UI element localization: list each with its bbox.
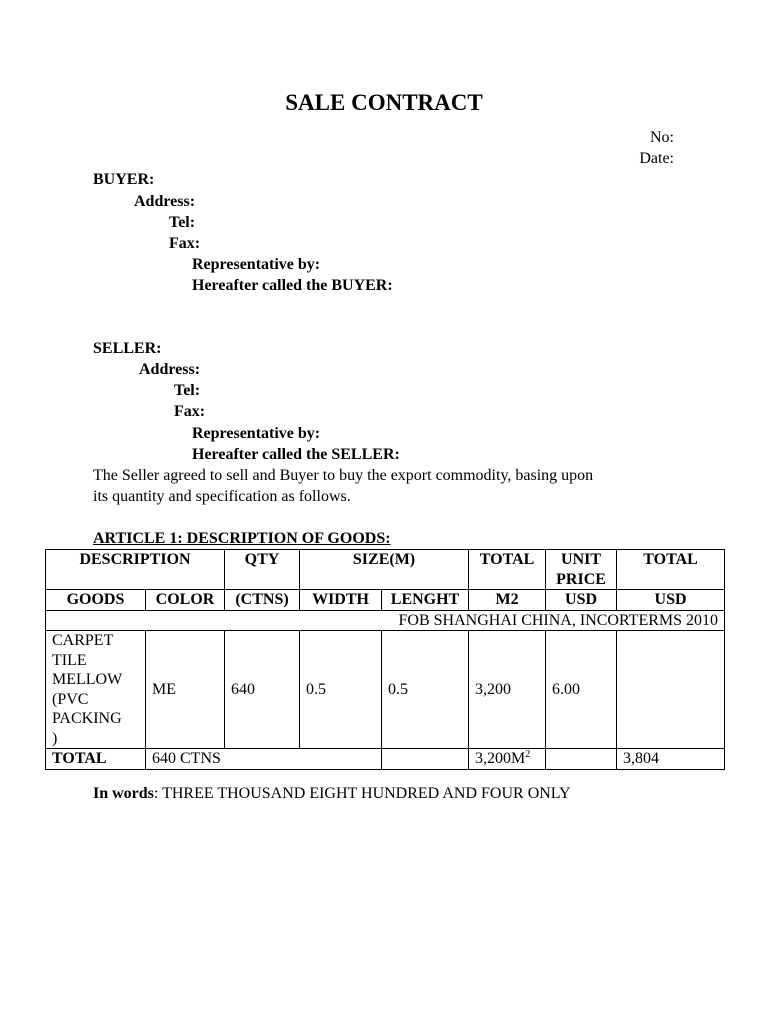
table-terms-row xyxy=(46,610,725,631)
header-total-usd: TOTAL xyxy=(617,550,725,590)
seller-fax-label: Fax: xyxy=(174,403,206,420)
page-title: SALE CONTRACT xyxy=(285,90,483,115)
cell-length: 0.5 xyxy=(382,631,469,749)
subheader-usd-unit: USD xyxy=(546,590,617,611)
table-total-row xyxy=(46,749,725,770)
total-unit-blank xyxy=(546,749,617,770)
table-row xyxy=(46,631,725,749)
cell-width: 0.5 xyxy=(300,631,382,749)
cell-qty: 640 xyxy=(225,631,300,749)
total-usd: 3,804 xyxy=(617,749,725,770)
subheader-width: WIDTH xyxy=(300,590,382,611)
header-unit-price xyxy=(546,550,617,590)
intro-text-line2: its quantity and specification as follows. xyxy=(93,488,351,505)
in-words-text: : THREE THOUSAND EIGHT HUNDRED AND FOUR ONLY xyxy=(153,785,571,802)
buyer-heading: BUYER: xyxy=(93,171,155,188)
table-header-row xyxy=(46,550,725,590)
buyer-fax-label: Fax: xyxy=(169,235,201,252)
seller-address-label: Address: xyxy=(139,361,201,378)
total-label: TOTAL xyxy=(46,749,146,770)
cell-goods: CARPET TILE MELLOW (PVC PACKING ) xyxy=(46,631,146,749)
header-total: TOTAL xyxy=(469,550,546,590)
subheader-length: LENGHT xyxy=(382,590,469,611)
total-blank xyxy=(300,749,382,770)
in-words-line xyxy=(93,784,571,804)
total-m2: $3,200M^2$ xyxy=(469,749,546,770)
buyer-tel-label: Tel: xyxy=(169,214,196,231)
total-blank-2 xyxy=(382,749,469,770)
seller-representative-label: Representative by: xyxy=(192,425,321,442)
header-description: DESCRIPTION xyxy=(46,550,225,590)
fob-terms: FOB SHANGHAI CHINA, INCORTERMS 2010 xyxy=(46,610,725,631)
goods-table xyxy=(45,549,725,770)
intro-text-line1: The Seller agreed to sell and Buyer to buy the export commodity, basing upon xyxy=(93,467,594,484)
header-size: SIZE(M) xyxy=(300,550,469,590)
subheader-m2: M2 xyxy=(469,590,546,611)
contract-no-label: No: xyxy=(650,129,674,146)
subheader-usd-total: USD xyxy=(617,590,725,611)
header-qty: QTY xyxy=(225,550,300,590)
cell-color: ME xyxy=(146,631,225,749)
seller-heading: SELLER: xyxy=(93,340,162,357)
article-1-heading: ARTICLE 1: DESCRIPTION OF GOODS: xyxy=(93,530,391,547)
buyer-representative-label: Representative by: xyxy=(192,256,321,273)
subheader-color: COLOR xyxy=(146,590,225,611)
subheader-goods: GOODS xyxy=(46,590,146,611)
in-words-label: In words xyxy=(93,785,154,802)
table-subheader-row xyxy=(46,590,725,611)
buyer-address-label: Address: xyxy=(134,193,196,210)
header-unit-price-line1: UNIT xyxy=(561,551,602,568)
header-unit-price-line2: PRICE xyxy=(556,570,606,588)
subheader-ctns: (CTNS) xyxy=(225,590,300,611)
cell-total-m2: 3,200 xyxy=(469,631,546,749)
contract-date-label: Date: xyxy=(639,150,674,167)
cell-total-usd xyxy=(617,631,725,749)
seller-tel-label: Tel: xyxy=(174,382,201,399)
buyer-hereafter-label: Hereafter called the BUYER: xyxy=(192,277,393,294)
cell-unit-price: 6.00 xyxy=(546,631,617,749)
total-ctns: 640 CTNS xyxy=(146,749,300,770)
seller-hereafter-label: Hereafter called the SELLER: xyxy=(192,446,400,463)
